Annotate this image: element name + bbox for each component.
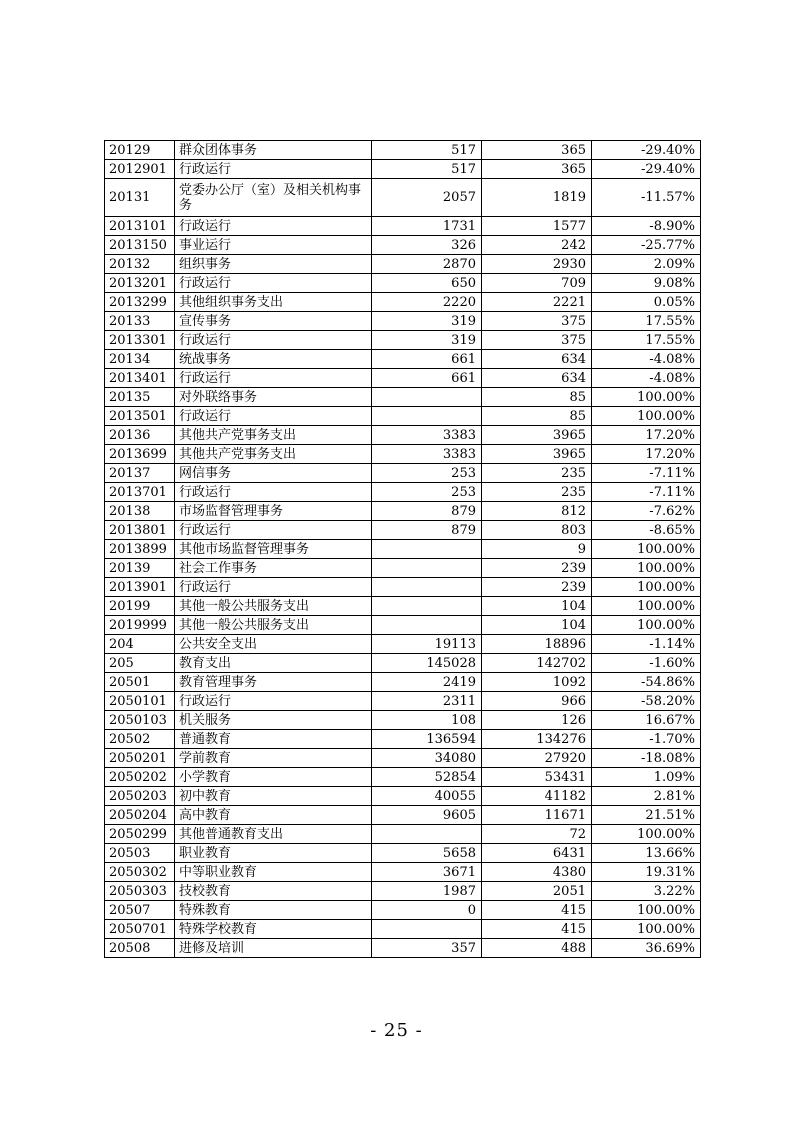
table-row <box>105 502 701 521</box>
row-value-2024-cell: 253 <box>372 464 482 483</box>
row-value-2025-cell: 9 <box>482 540 592 559</box>
row-code-cell: 2013701 <box>105 483 175 502</box>
row-name-cell: 党委办公厅（室）及相关机构事务 <box>175 179 372 217</box>
row-code-cell: 2013401 <box>105 369 175 388</box>
row-change-pct-cell: -7.11% <box>592 464 701 483</box>
row-name-cell: 其他市场监督管理事务 <box>175 540 372 559</box>
row-value-2025-cell: 142702 <box>482 654 592 673</box>
row-name-cell: 网信事务 <box>175 464 372 483</box>
row-name-cell: 其他共产党事务支出 <box>175 426 372 445</box>
row-change-pct-cell: 13.66% <box>592 844 701 863</box>
row-value-2024-cell <box>372 388 482 407</box>
row-value-2025-cell: 11671 <box>482 806 592 825</box>
budget-table <box>104 140 701 958</box>
row-code-cell: 20135 <box>105 388 175 407</box>
row-change-pct-cell: -7.62% <box>592 502 701 521</box>
row-value-2025-cell: 41182 <box>482 787 592 806</box>
row-code-cell: 2013299 <box>105 293 175 312</box>
row-value-2024-cell: 9605 <box>372 806 482 825</box>
row-value-2024-cell: 319 <box>372 331 482 350</box>
row-change-pct-cell: 100.00% <box>592 920 701 939</box>
row-name-cell: 中等职业教育 <box>175 863 372 882</box>
row-value-2025-cell: 812 <box>482 502 592 521</box>
table-row <box>105 768 701 787</box>
table-row <box>105 255 701 274</box>
row-value-2025-cell: 2930 <box>482 255 592 274</box>
row-code-cell: 2013801 <box>105 521 175 540</box>
row-value-2024-cell: 319 <box>372 312 482 331</box>
row-value-2025-cell: 2051 <box>482 882 592 901</box>
table-row <box>105 635 701 654</box>
row-value-2025-cell: 27920 <box>482 749 592 768</box>
row-change-pct-cell: 9.08% <box>592 274 701 293</box>
row-code-cell: 2013501 <box>105 407 175 426</box>
row-value-2025-cell: 104 <box>482 597 592 616</box>
row-value-2024-cell: 326 <box>372 236 482 255</box>
table-row <box>105 179 701 217</box>
row-code-cell: 20137 <box>105 464 175 483</box>
row-change-pct-cell: 17.55% <box>592 312 701 331</box>
table-row <box>105 293 701 312</box>
row-value-2024-cell: 650 <box>372 274 482 293</box>
row-change-pct-cell: -11.57% <box>592 179 701 217</box>
row-name-cell: 进修及培训 <box>175 939 372 958</box>
row-change-pct-cell: 17.20% <box>592 445 701 464</box>
row-change-pct-cell: 1.09% <box>592 768 701 787</box>
row-code-cell: 20501 <box>105 673 175 692</box>
row-code-cell: 2050101 <box>105 692 175 711</box>
row-name-cell: 其他一般公共服务支出 <box>175 616 372 635</box>
row-name-cell: 行政运行 <box>175 274 372 293</box>
table-row <box>105 483 701 502</box>
row-value-2024-cell <box>372 407 482 426</box>
row-value-2025-cell: 709 <box>482 274 592 293</box>
row-change-pct-cell: -1.14% <box>592 635 701 654</box>
row-change-pct-cell: 100.00% <box>592 825 701 844</box>
row-value-2024-cell: 661 <box>372 350 482 369</box>
row-value-2024-cell: 253 <box>372 483 482 502</box>
table-row <box>105 730 701 749</box>
row-value-2024-cell: 661 <box>372 369 482 388</box>
row-name-cell: 教育管理事务 <box>175 673 372 692</box>
table-row <box>105 236 701 255</box>
row-change-pct-cell: 17.55% <box>592 331 701 350</box>
row-name-cell: 行政运行 <box>175 407 372 426</box>
row-change-pct-cell: 21.51% <box>592 806 701 825</box>
row-value-2024-cell: 517 <box>372 141 482 160</box>
row-change-pct-cell: -25.77% <box>592 236 701 255</box>
row-change-pct-cell: 2.81% <box>592 787 701 806</box>
table-row <box>105 920 701 939</box>
row-value-2025-cell: 134276 <box>482 730 592 749</box>
row-value-2025-cell: 2221 <box>482 293 592 312</box>
row-value-2024-cell <box>372 920 482 939</box>
row-name-cell: 公共安全支出 <box>175 635 372 654</box>
row-code-cell: 205 <box>105 654 175 673</box>
row-name-cell: 行政运行 <box>175 578 372 597</box>
table-row <box>105 787 701 806</box>
row-name-cell: 行政运行 <box>175 483 372 502</box>
table-row <box>105 388 701 407</box>
row-change-pct-cell: 100.00% <box>592 388 701 407</box>
row-code-cell: 2013699 <box>105 445 175 464</box>
row-code-cell: 20503 <box>105 844 175 863</box>
page-number: - 25 - <box>370 1020 423 1041</box>
row-value-2025-cell: 104 <box>482 616 592 635</box>
row-value-2025-cell: 4380 <box>482 863 592 882</box>
row-value-2024-cell <box>372 540 482 559</box>
table-row <box>105 597 701 616</box>
row-value-2024-cell: 1731 <box>372 217 482 236</box>
row-name-cell: 宣传事务 <box>175 312 372 331</box>
row-code-cell: 2050701 <box>105 920 175 939</box>
table-row <box>105 540 701 559</box>
table-row <box>105 559 701 578</box>
row-code-cell: 20134 <box>105 350 175 369</box>
table-row <box>105 616 701 635</box>
row-value-2025-cell: 3965 <box>482 445 592 464</box>
row-value-2024-cell: 145028 <box>372 654 482 673</box>
row-code-cell: 20136 <box>105 426 175 445</box>
row-code-cell: 20133 <box>105 312 175 331</box>
row-change-pct-cell: -8.65% <box>592 521 701 540</box>
row-name-cell: 行政运行 <box>175 692 372 711</box>
row-code-cell: 20138 <box>105 502 175 521</box>
budget-table-body <box>105 141 701 958</box>
row-name-cell: 统战事务 <box>175 350 372 369</box>
row-code-cell: 2050202 <box>105 768 175 787</box>
row-change-pct-cell: -29.40% <box>592 141 701 160</box>
table-row <box>105 274 701 293</box>
row-value-2024-cell: 357 <box>372 939 482 958</box>
row-value-2024-cell: 2311 <box>372 692 482 711</box>
row-value-2025-cell: 126 <box>482 711 592 730</box>
table-row <box>105 141 701 160</box>
row-change-pct-cell: -54.86% <box>592 673 701 692</box>
table-row <box>105 939 701 958</box>
row-change-pct-cell: -58.20% <box>592 692 701 711</box>
row-change-pct-cell: 100.00% <box>592 540 701 559</box>
table-row <box>105 521 701 540</box>
table-row <box>105 407 701 426</box>
row-value-2025-cell: 1819 <box>482 179 592 217</box>
table-row <box>105 711 701 730</box>
row-code-cell: 20131 <box>105 179 175 217</box>
row-name-cell: 对外联络事务 <box>175 388 372 407</box>
row-name-cell: 特殊学校教育 <box>175 920 372 939</box>
row-code-cell: 20132 <box>105 255 175 274</box>
row-change-pct-cell: -8.90% <box>592 217 701 236</box>
row-code-cell: 2013150 <box>105 236 175 255</box>
row-code-cell: 20507 <box>105 901 175 920</box>
row-code-cell: 2013899 <box>105 540 175 559</box>
row-change-pct-cell: 100.00% <box>592 597 701 616</box>
row-value-2024-cell <box>372 597 482 616</box>
row-name-cell: 其他普通教育支出 <box>175 825 372 844</box>
row-value-2025-cell: 375 <box>482 331 592 350</box>
row-change-pct-cell: 2.09% <box>592 255 701 274</box>
row-code-cell: 2013901 <box>105 578 175 597</box>
row-value-2025-cell: 365 <box>482 160 592 179</box>
row-code-cell: 2013301 <box>105 331 175 350</box>
row-name-cell: 高中教育 <box>175 806 372 825</box>
row-change-pct-cell: 36.69% <box>592 939 701 958</box>
row-value-2024-cell: 2057 <box>372 179 482 217</box>
table-row <box>105 844 701 863</box>
table-row <box>105 654 701 673</box>
row-code-cell: 2013201 <box>105 274 175 293</box>
row-code-cell: 2050204 <box>105 806 175 825</box>
row-code-cell: 204 <box>105 635 175 654</box>
row-value-2025-cell: 85 <box>482 407 592 426</box>
row-name-cell: 初中教育 <box>175 787 372 806</box>
row-code-cell: 2050303 <box>105 882 175 901</box>
row-name-cell: 其他一般公共服务支出 <box>175 597 372 616</box>
row-value-2025-cell: 239 <box>482 559 592 578</box>
row-code-cell: 2050302 <box>105 863 175 882</box>
row-value-2025-cell: 235 <box>482 464 592 483</box>
row-value-2024-cell: 2870 <box>372 255 482 274</box>
table-row <box>105 825 701 844</box>
row-change-pct-cell: 100.00% <box>592 407 701 426</box>
row-value-2025-cell: 634 <box>482 350 592 369</box>
row-value-2024-cell: 136594 <box>372 730 482 749</box>
row-name-cell: 群众团体事务 <box>175 141 372 160</box>
row-value-2024-cell: 34080 <box>372 749 482 768</box>
row-value-2024-cell: 3383 <box>372 426 482 445</box>
row-change-pct-cell: 16.67% <box>592 711 701 730</box>
row-name-cell: 社会工作事务 <box>175 559 372 578</box>
row-value-2024-cell: 2220 <box>372 293 482 312</box>
table-row <box>105 350 701 369</box>
row-name-cell: 行政运行 <box>175 369 372 388</box>
row-name-cell: 行政运行 <box>175 217 372 236</box>
row-name-cell: 小学教育 <box>175 768 372 787</box>
row-value-2025-cell: 1577 <box>482 217 592 236</box>
row-name-cell: 行政运行 <box>175 331 372 350</box>
row-change-pct-cell: 100.00% <box>592 578 701 597</box>
table-row <box>105 863 701 882</box>
row-value-2025-cell: 53431 <box>482 768 592 787</box>
row-value-2024-cell: 52854 <box>372 768 482 787</box>
row-change-pct-cell: -18.08% <box>592 749 701 768</box>
row-value-2024-cell: 5658 <box>372 844 482 863</box>
table-row <box>105 692 701 711</box>
row-value-2025-cell: 242 <box>482 236 592 255</box>
row-name-cell: 事业运行 <box>175 236 372 255</box>
row-value-2024-cell: 3671 <box>372 863 482 882</box>
row-change-pct-cell: 100.00% <box>592 616 701 635</box>
row-value-2025-cell: 6431 <box>482 844 592 863</box>
row-value-2024-cell: 517 <box>372 160 482 179</box>
row-value-2025-cell: 415 <box>482 920 592 939</box>
table-row <box>105 578 701 597</box>
row-value-2024-cell <box>372 578 482 597</box>
row-code-cell: 20129 <box>105 141 175 160</box>
row-name-cell: 市场监督管理事务 <box>175 502 372 521</box>
row-value-2024-cell: 40055 <box>372 787 482 806</box>
row-value-2025-cell: 488 <box>482 939 592 958</box>
row-name-cell: 其他组织事务支出 <box>175 293 372 312</box>
row-value-2024-cell: 1987 <box>372 882 482 901</box>
row-code-cell: 2013101 <box>105 217 175 236</box>
table-row <box>105 749 701 768</box>
row-value-2025-cell: 3965 <box>482 426 592 445</box>
row-value-2025-cell: 18896 <box>482 635 592 654</box>
row-name-cell: 学前教育 <box>175 749 372 768</box>
row-value-2024-cell: 0 <box>372 901 482 920</box>
row-change-pct-cell: -1.60% <box>592 654 701 673</box>
row-name-cell: 行政运行 <box>175 521 372 540</box>
row-change-pct-cell: 100.00% <box>592 901 701 920</box>
row-value-2024-cell: 879 <box>372 502 482 521</box>
row-name-cell: 机关服务 <box>175 711 372 730</box>
row-value-2024-cell: 2419 <box>372 673 482 692</box>
table-row <box>105 901 701 920</box>
row-name-cell: 职业教育 <box>175 844 372 863</box>
row-value-2025-cell: 235 <box>482 483 592 502</box>
row-value-2025-cell: 415 <box>482 901 592 920</box>
row-change-pct-cell: -29.40% <box>592 160 701 179</box>
row-value-2024-cell <box>372 616 482 635</box>
row-value-2025-cell: 365 <box>482 141 592 160</box>
row-change-pct-cell: -4.08% <box>592 369 701 388</box>
table-row <box>105 312 701 331</box>
row-name-cell: 普通教育 <box>175 730 372 749</box>
row-code-cell: 20139 <box>105 559 175 578</box>
table-row <box>105 806 701 825</box>
row-code-cell: 2050203 <box>105 787 175 806</box>
table-row <box>105 160 701 179</box>
row-name-cell: 特殊教育 <box>175 901 372 920</box>
table-row <box>105 673 701 692</box>
row-change-pct-cell: 0.05% <box>592 293 701 312</box>
row-name-cell: 其他共产党事务支出 <box>175 445 372 464</box>
row-code-cell: 2019999 <box>105 616 175 635</box>
row-name-cell: 教育支出 <box>175 654 372 673</box>
table-row <box>105 426 701 445</box>
row-name-cell: 技校教育 <box>175 882 372 901</box>
table-row <box>105 217 701 236</box>
table-row <box>105 882 701 901</box>
row-code-cell: 2012901 <box>105 160 175 179</box>
row-code-cell: 2050201 <box>105 749 175 768</box>
row-change-pct-cell: 19.31% <box>592 863 701 882</box>
row-value-2024-cell: 879 <box>372 521 482 540</box>
table-row <box>105 331 701 350</box>
row-code-cell: 2050299 <box>105 825 175 844</box>
table-row <box>105 445 701 464</box>
row-code-cell: 20502 <box>105 730 175 749</box>
row-value-2025-cell: 85 <box>482 388 592 407</box>
row-change-pct-cell: -7.11% <box>592 483 701 502</box>
row-value-2024-cell: 108 <box>372 711 482 730</box>
row-value-2025-cell: 966 <box>482 692 592 711</box>
row-change-pct-cell: -4.08% <box>592 350 701 369</box>
row-value-2025-cell: 239 <box>482 578 592 597</box>
row-value-2025-cell: 634 <box>482 369 592 388</box>
row-value-2025-cell: 375 <box>482 312 592 331</box>
row-change-pct-cell: 100.00% <box>592 559 701 578</box>
row-value-2025-cell: 803 <box>482 521 592 540</box>
row-code-cell: 20199 <box>105 597 175 616</box>
row-code-cell: 2050103 <box>105 711 175 730</box>
row-value-2025-cell: 72 <box>482 825 592 844</box>
table-row <box>105 369 701 388</box>
row-change-pct-cell: 3.22% <box>592 882 701 901</box>
row-change-pct-cell: -1.70% <box>592 730 701 749</box>
table-row <box>105 464 701 483</box>
row-name-cell: 行政运行 <box>175 160 372 179</box>
row-value-2025-cell: 1092 <box>482 673 592 692</box>
row-change-pct-cell: 17.20% <box>592 426 701 445</box>
row-value-2024-cell: 19113 <box>372 635 482 654</box>
row-value-2024-cell: 3383 <box>372 445 482 464</box>
row-name-cell: 组织事务 <box>175 255 372 274</box>
row-code-cell: 20508 <box>105 939 175 958</box>
row-value-2024-cell <box>372 825 482 844</box>
row-value-2024-cell <box>372 559 482 578</box>
